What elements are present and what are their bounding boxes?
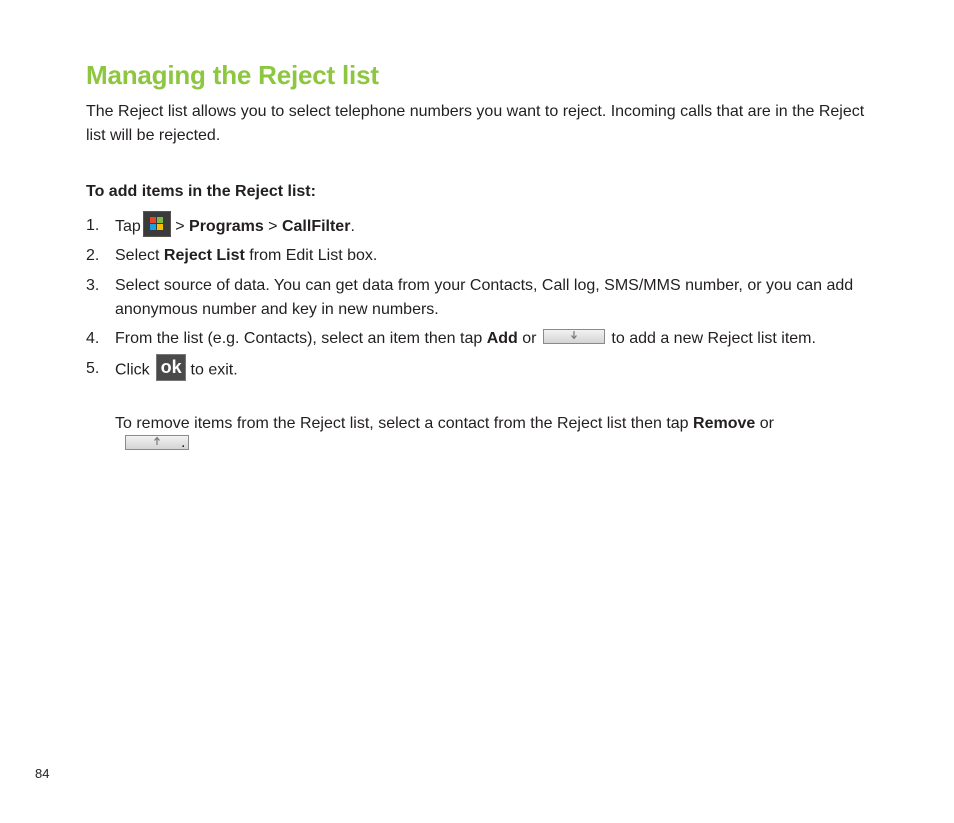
down-arrow-icon	[570, 330, 578, 340]
add-label: Add	[486, 330, 518, 347]
remove-label: Remove	[693, 415, 756, 432]
callfilter-label: CallFilter	[281, 218, 351, 236]
intro-paragraph: The Reject list allows you to select telephone numbers you want to reject. Incoming calls that are in the Reject list will be rejected.	[86, 103, 865, 144]
reject-list-label: Reject List	[163, 247, 245, 264]
up-arrow-icon	[153, 436, 161, 446]
page-number: 84	[35, 766, 50, 781]
step-text: From the list (e.g. Contacts), select an item then tap Add or to add a new Reject list item.	[115, 330, 816, 347]
step-number: 3.	[86, 277, 100, 294]
page-title: Managing the Reject list	[86, 60, 379, 90]
remove-instructions: To remove items from the Reject list, select a contact from the Reject list then tap Remove or	[115, 415, 774, 432]
step-text: Select source of data. You can get data from your Contacts, Call log, SMS/MMS number, or you can add anonymous number and key in new numbers.	[115, 277, 854, 318]
ok-button-icon: ok	[156, 354, 186, 381]
step-number: 4.	[86, 330, 100, 347]
remove-arrow-button[interactable]	[125, 435, 189, 450]
add-arrow-button[interactable]	[543, 329, 605, 344]
programs-label: Programs	[189, 218, 264, 236]
step-text: Tap > Programs > CallFilter.	[115, 214, 875, 240]
step-text: Select Reject List from Edit List box.	[115, 247, 378, 264]
step-number: 2.	[86, 247, 100, 264]
step-number: 1.	[86, 217, 100, 234]
step-text: Click ok to exit.	[115, 357, 875, 384]
trailing-period: .	[181, 434, 186, 451]
step-number: 5.	[86, 360, 100, 377]
windows-start-icon	[143, 211, 171, 237]
section-subheading: To add items in the Reject list:	[86, 183, 316, 200]
